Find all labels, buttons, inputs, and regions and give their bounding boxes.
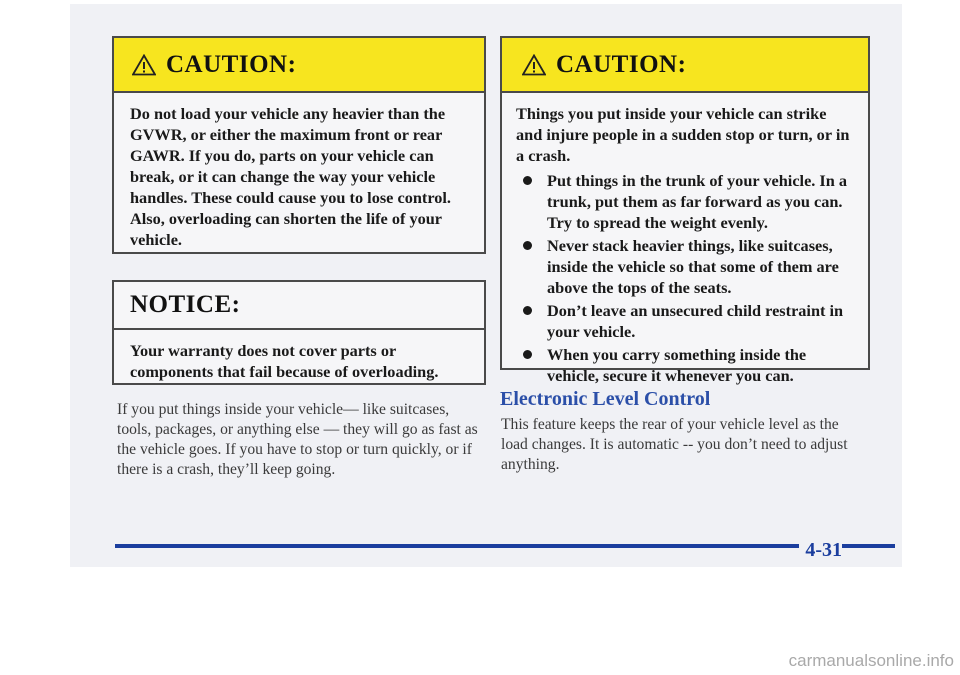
caution-body [114, 93, 484, 250]
section-title: Electronic Level Control [500, 388, 711, 410]
caution-header-right [502, 38, 868, 93]
bullet-item [516, 300, 854, 342]
bullet-text: Don’t leave an unsecured child restraint in your vehicle. [547, 301, 844, 341]
caution-body-right [502, 93, 868, 386]
footer-rule [115, 544, 895, 548]
bullet-dot-icon [523, 350, 532, 359]
bullet-item [516, 235, 854, 298]
bullet-dot-icon [523, 176, 532, 185]
notice-header [114, 282, 484, 330]
manual-page [70, 4, 902, 567]
bullet-dot-icon [523, 306, 532, 315]
notice-text: Your warranty does not cover parts or components that fail because of overloading. [130, 341, 439, 381]
notice-box [112, 280, 486, 385]
caution-bullet-list [516, 170, 854, 386]
caution-heading-right: CAUTION: [556, 50, 687, 78]
bullet-item [516, 170, 854, 233]
caution-intro: Things you put inside your vehicle can strike and injure people in a sudden stop or turn, or in a crash. [516, 104, 850, 165]
bullet-text: Put things in the trunk of your vehicle. In a trunk, put them as far forward as you can. Try to spread the weight evenly. [547, 171, 848, 232]
caution-box-right [500, 36, 870, 385]
section-paragraph: This feature keeps the rear of your vehicle level as the load changes. It is automatic -- you don’t need to adjust anything. [501, 416, 848, 473]
caution-text: Do not load your vehicle any heavier than the GVWR, or either the maximum front or rear GAWR. If you do, parts on your vehicle can break, or it can change the way your vehicle handles. These could cause you to lose control. Also, overloading can shorten the life of your vehicle. [130, 104, 451, 249]
caution-box-left [112, 36, 486, 254]
cargo-paragraph: If you put things inside your vehicle— like suitcases, tools, packages, or anything else — they will go as fast as the vehicle goes. If you have to stop or turn quickly, or if there is a crash, they’ll keep going. [117, 401, 478, 478]
bullet-text: When you carry something inside the vehicle, secure it whenever you can. [547, 345, 807, 385]
caution-header [114, 38, 484, 93]
watermark-text: carmanualsonline.info [788, 651, 954, 670]
bullet-text: Never stack heavier things, like suitcases, inside the vehicle so that some of them are above the tops of the seats. [547, 236, 839, 297]
warning-triangle-icon [132, 54, 156, 76]
bullet-dot-icon [523, 241, 532, 250]
caution-heading: CAUTION: [166, 50, 297, 78]
notice-heading: NOTICE: [130, 291, 241, 318]
bullet-item [516, 344, 854, 386]
page-number: 4-31 [799, 539, 842, 562]
warning-triangle-icon [522, 54, 546, 76]
notice-body [114, 330, 484, 382]
